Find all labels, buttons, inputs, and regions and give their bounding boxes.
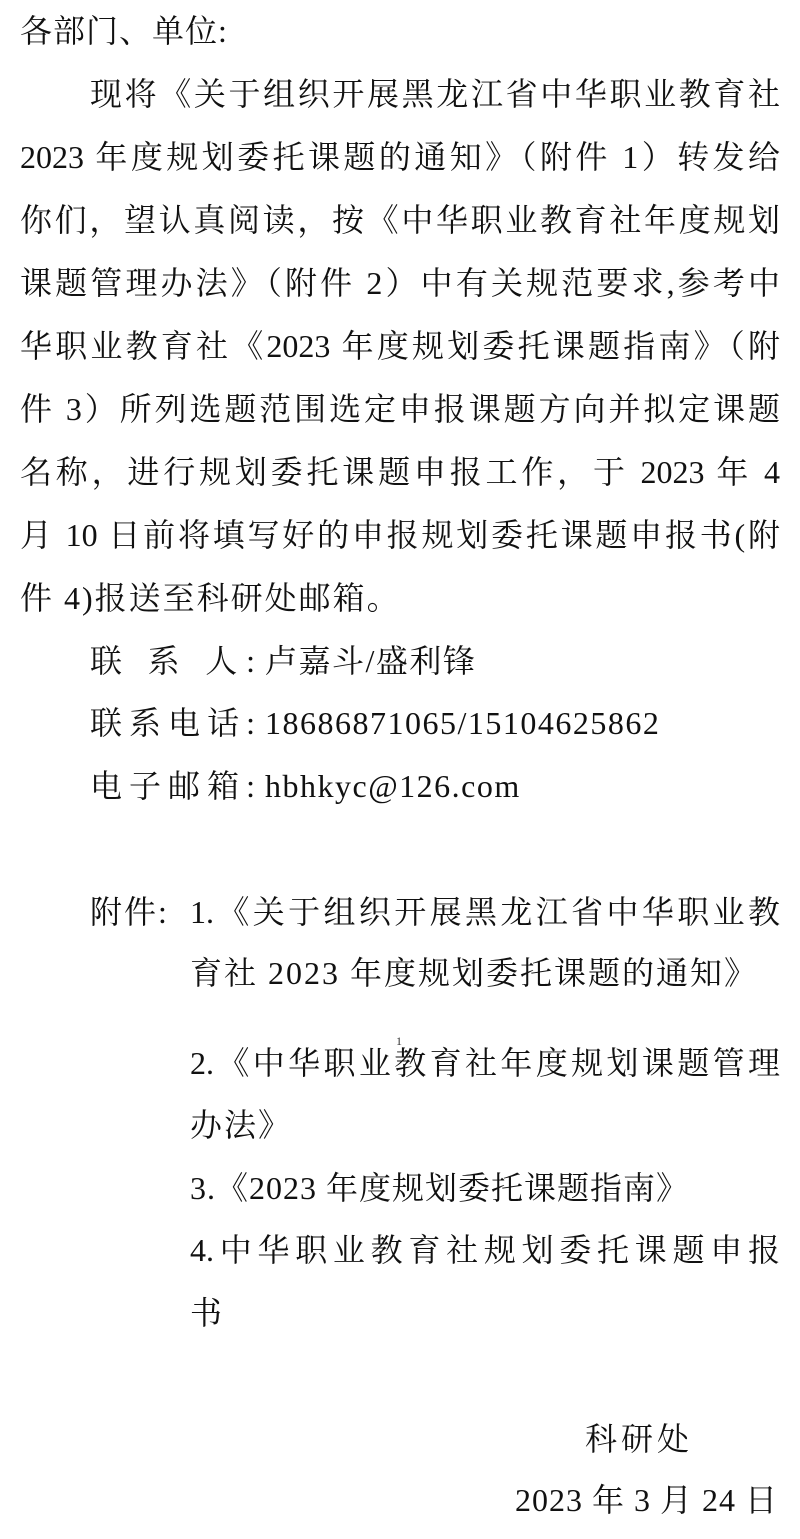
body-line: 2023 年度规划委托课题的通知》（附件 1）转发给 (20, 139, 780, 175)
body-line: 华职业教育社《2023 年度规划委托课题指南》（附 (20, 328, 780, 364)
signature-department: 科研处 (585, 1421, 694, 1457)
contact-person-row (0, 630, 800, 693)
attachment-item-line: 4.中华职业教育社规划委托课题申报 (190, 1232, 780, 1268)
attachments-label: 附件: (90, 894, 169, 930)
attachment-item-line: 育社 2023 年度规划委托课题的通知》 (190, 955, 759, 991)
contact-phone-label: 联系电话: (90, 705, 255, 741)
contact-person-value: 卢嘉斗/盛利锋 (265, 643, 477, 679)
attachment-item-line: 3.《2023 年度规划委托课题指南》 (190, 1170, 690, 1206)
body-line: 名称，进行规划委托课题申报工作，于 2023 年 4 (20, 454, 780, 490)
body-line: 件 3）所列选题范围选定申报课题方向并拟定课题 (20, 391, 780, 427)
contact-person-label: 联 系 人: (90, 643, 255, 679)
contact-email-row (0, 755, 800, 818)
contact-email-label: 电子邮箱: (90, 768, 255, 804)
contact-phone-row (0, 692, 800, 755)
page-number-mark: 1 (396, 1034, 402, 1048)
attachment-item-line: 书 (190, 1295, 223, 1331)
attachment-item-line: 2.《中华职业教育社年度规划课题管理 (190, 1045, 780, 1081)
body-line: 课题管理办法》（附件 2）中有关规范要求,参考中 (20, 265, 780, 301)
contact-email-value: hbhkyc@126.com (265, 768, 521, 804)
contact-phone-value: 18686871065/15104625862 (265, 705, 661, 741)
attachment-item-line: 1.《关于组织开展黑龙江省中华职业教 (190, 894, 780, 930)
body-line: 你们，望认真阅读，按《中华职业教育社年度规划 (20, 202, 780, 238)
body-line: 月 10 日前将填写好的申报规划委托课题申报书(附 (20, 517, 780, 553)
body-line: 件 4)报送至科研处邮箱。 (20, 580, 401, 616)
body-line: 现将《关于组织开展黑龙江省中华职业教育社 (90, 76, 780, 112)
signature-date: 2023 年 3 月 24 日 (514, 1482, 778, 1518)
attachment-item-line: 办法》 (190, 1107, 293, 1143)
salutation: 各部门、单位: (20, 13, 228, 49)
